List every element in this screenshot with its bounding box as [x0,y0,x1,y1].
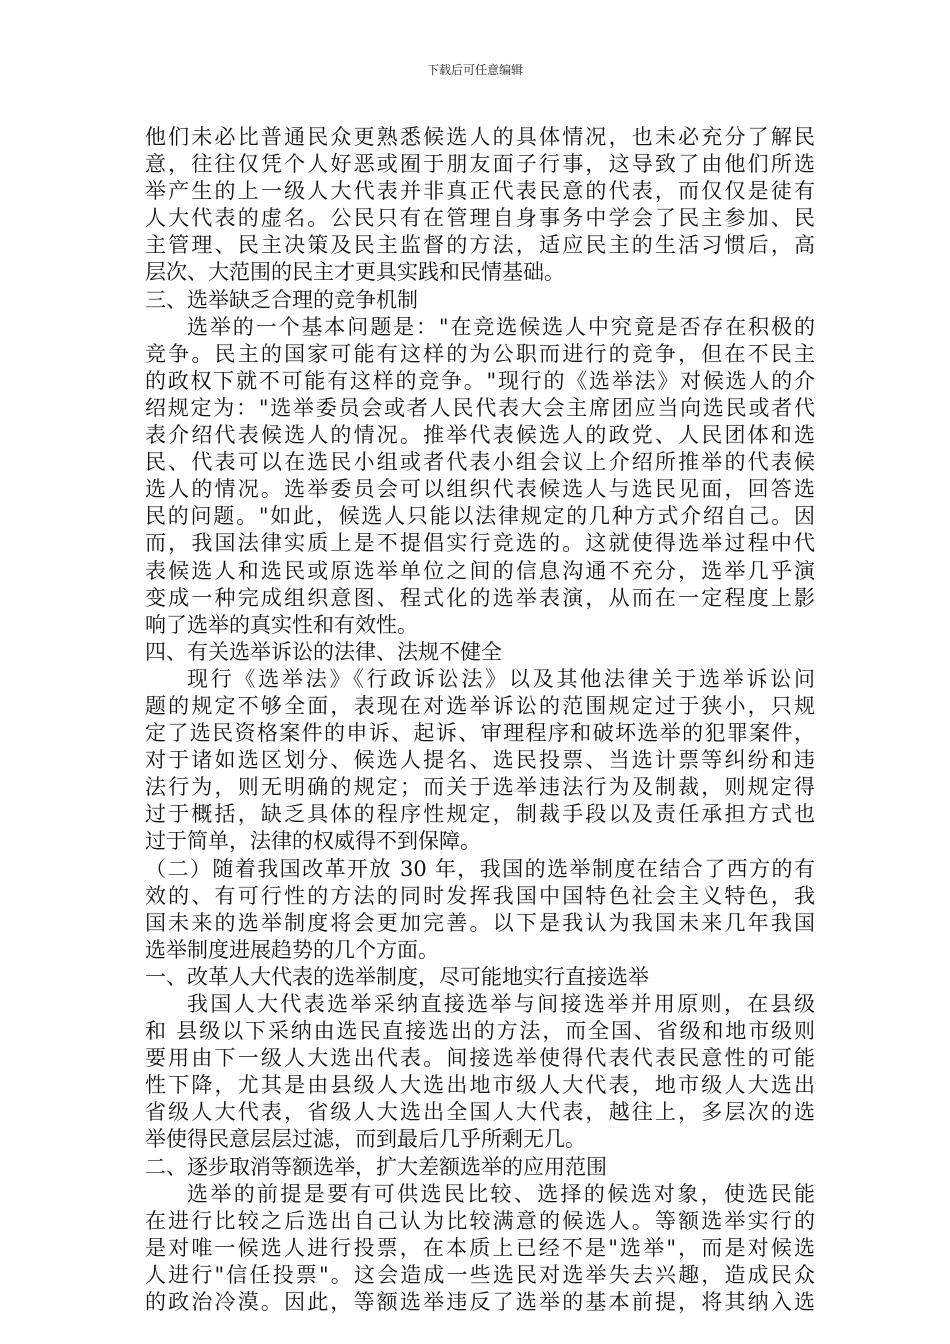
text-line: 对于诸如选区划分、候选人提名、选民投票、当选计票等纠纷和违 [145,748,815,773]
text-line: 人大代表的虚名。公民只有在管理自身事务中学会了民主参加、民 [145,206,815,231]
text-line: 竞争。民主的国家可能有这样的为公职而进行的竞争，但在不民主 [145,341,815,366]
text-line: 二、逐步取消等额选举，扩大差额选举的应用范围 [145,1154,607,1179]
text-line: 绍规定为："选举委员会或者人民代表大会主席团应当向选民或者代 [145,395,815,420]
text-line: 他们未必比普通民众更熟悉候选人的具体情况，也未必充分了解民 [145,125,815,149]
text-line: （二）随着我国改革开放 30 年，我国的选举制度在结合了西方的有 [145,856,815,881]
text-line: 响了选举的真实性和有效性。 [145,612,418,637]
text-line: 性下降，尤其是由县级人大选出地市级人大代表，地市级人大选出 [145,1073,815,1098]
text-line: 在进行比较之后选出自己认为比较满意的候选人。等额选举实行的 [145,1208,815,1233]
text-line: 要用由下一级人大选出代表。间接选举使得代表代表民意性的可能 [145,1046,815,1071]
text-line: 举使得民意层层过滤，而到最后几乎所剩无几。 [145,1127,586,1152]
text-line: 选举的前提是要有可供选民比较、选择的候选对象，使选民能 [187,1181,815,1206]
text-line: 定了选民资格案件的申诉、起诉、审理程序和破坏选举的犯罪案件， [145,721,815,746]
text-line: 和 县级以下采纳由选民直接选出的方法，而全国、省级和地市级则 [145,1019,815,1044]
page-header: 下载后可任意编辑 [426,63,523,77]
text-line: 民的问题。"如此，候选人只能以法律规定的几种方式介绍自己。因 [145,504,815,529]
text-line: 的政治冷漠。因此，等额选举违反了选举的基本前提，将其纳入选 [145,1290,815,1315]
text-line: 举产生的上一级人大代表并非真正代表民意的代表，而仅仅是徒有 [145,179,815,204]
text-line: 选举的一个基本问题是："在竞选候选人中究竟是否存在积极的 [187,314,815,339]
text-line: 现行《选举法》《行政诉讼法》以及其他法律关于选举诉讼问 [187,666,815,691]
text-line: 表候选人和选民或原选举单位之间的信息沟通不充分，选举几乎演 [145,558,815,583]
text-line: 的政权下就不可能有这样的竞争。"现行的《选举法》对候选人的介 [145,368,815,393]
text-line: 选人的情况。选举委员会可以组织代表候选人与选民见面，回答选 [145,477,815,502]
text-line: 国未来的选举制度将会更加完善。以下是我认为我国未来几年我国 [145,910,815,935]
text-line: 我国人大代表选举采纳直接选举与间接选举并用原则，在县级 [187,992,815,1016]
text-line: 而，我国法律实质上是不提倡实行竞选的。这就使得选举过程中代 [145,531,815,556]
text-line: 效的、有可行性的方法的同时发挥我国中国特色社会主义特色，我 [145,883,815,908]
text-line: 变成一种完成组织意图、程式化的选举表演，从而在一定程度上影 [145,585,815,610]
text-line: 民、代表可以在选民小组或者代表小组会议上介绍所推举的代表候 [145,450,815,475]
text-line: 省级人大代表，省级人大选出全国人大代表，越往上，多层次的选 [145,1100,815,1125]
text-line: 是对唯一候选人进行投票，在本质上已经不是"选举"，而是对候选 [145,1235,815,1260]
text-line: 表介绍代表候选人的情况。推举代表候选人的政党、人民团体和选 [145,423,815,448]
document-body [145,124,815,1316]
text-line: 四、有关选举诉讼的法律、法规不健全 [145,639,502,664]
text-line: 人进行"信任投票"。这会造成一些选民对选举失去兴趣，造成民众 [145,1262,815,1287]
text-line: 主管理、民主决策及民主监督的方法，适应民主的生活习惯后，高 [145,233,815,258]
text-line: 过于简单，法律的权威得不到保障。 [145,829,481,854]
text-line: 选举制度进展趋势的几个方面。 [145,937,439,962]
text-line: 题的规定不够全面，表现在对选举诉讼的范围规定过于狭小，只规 [145,693,815,718]
text-line: 三、选举缺乏合理的竞争机制 [145,287,418,312]
text-line: 意，往往仅凭个人好恶或囿于朋友面子行事，这导致了由他们所选 [145,152,815,177]
text-line: 法行为，则无明确的规定；而关于选举违法行为及制裁，则规定得 [145,775,815,800]
text-line: 一、改革人大代表的选举制度，尽可能地实行直接选举 [145,964,649,989]
text-line: 过于概括，缺乏具体的程序性规定，制裁手段以及责任承担方式也 [145,802,815,827]
text-line: 层次、大范围的民主才更具实践和民情基础。 [145,260,565,285]
